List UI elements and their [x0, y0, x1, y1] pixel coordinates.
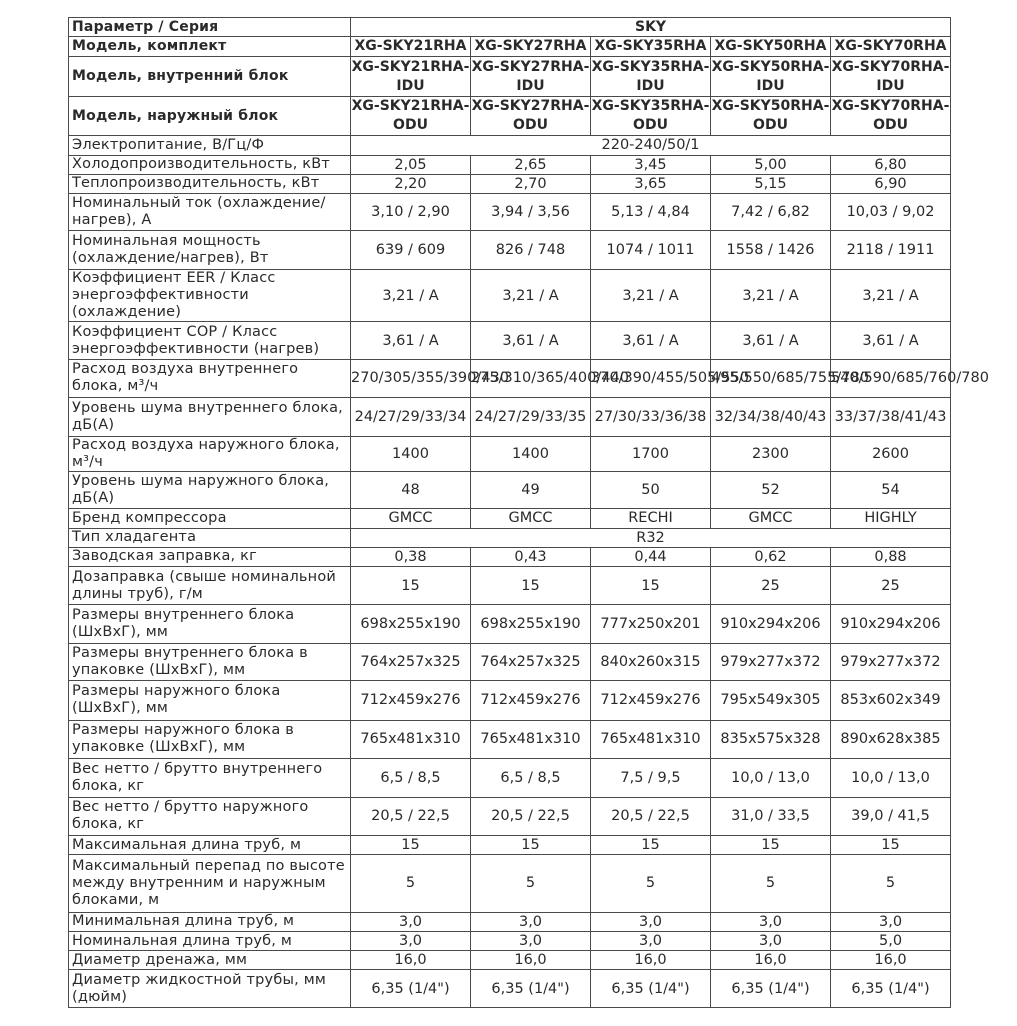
- param-label: Модель, внутренний блок: [69, 57, 351, 96]
- param-label: Заводская заправка, кг: [69, 547, 351, 566]
- param-label: Расход воздуха наружного блока, м³/ч: [69, 436, 351, 471]
- value-cell: 16,0: [831, 951, 951, 970]
- param-label: Номинальная длина труб, м: [69, 931, 351, 950]
- value-cell: 979x277x372: [831, 643, 951, 680]
- value-cell: 6,35 (1/4"): [351, 970, 471, 1008]
- model-cell: XG-SKY70RHA: [831, 37, 951, 57]
- value-cell: 764x257x325: [351, 643, 471, 680]
- value-cell: 2,70: [471, 174, 591, 193]
- value-cell: 3,0: [591, 912, 711, 931]
- param-label: Коэффициент COP / Класс энергоэффективности (нагрев): [69, 322, 351, 359]
- param-label: Расход воздуха внутреннего блока, м³/ч: [69, 359, 351, 397]
- spec-row: [69, 566, 951, 604]
- value-cell: 25: [711, 566, 831, 604]
- value-cell: 712x459x276: [471, 681, 591, 720]
- spec-row: [69, 797, 951, 835]
- param-label: Уровень шума наружного блока, дБ(А): [69, 471, 351, 508]
- value-cell: 3,45: [591, 155, 711, 174]
- spec-table: [68, 17, 989, 1008]
- value-cell: 3,0: [351, 931, 471, 950]
- param-label: Тип хладагента: [69, 528, 351, 547]
- value-cell: 50: [591, 471, 711, 508]
- value-cell: 0,88: [831, 547, 951, 566]
- value-cell: 3,61 / A: [351, 322, 471, 359]
- param-label: Максимальная длина труб, м: [69, 835, 351, 854]
- param-label: Коэффициент EER / Класс энергоэффективности (охлаждение): [69, 269, 351, 322]
- value-cell: 3,94 / 3,56: [471, 193, 591, 230]
- value-cell: 765x481x310: [471, 720, 591, 758]
- param-label: Диаметр дренажа, мм: [69, 951, 351, 970]
- model-cell: XG-SKY21RHA: [351, 37, 471, 57]
- model-cell: XG-SKY70RHA-IDU: [831, 57, 951, 96]
- param-label: Диаметр жидкостной трубы, мм (дюйм): [69, 970, 351, 1008]
- spec-row: [69, 155, 951, 174]
- value-cell: 3,21 / A: [351, 269, 471, 322]
- value-cell: 3,61 / A: [471, 322, 591, 359]
- spec-row: [69, 322, 951, 359]
- model-cell: XG-SKY70RHA-ODU: [831, 96, 951, 135]
- value-cell: 764x257x325: [471, 643, 591, 680]
- value-cell: 0,43: [471, 547, 591, 566]
- value-cell: 1074 / 1011: [591, 231, 711, 269]
- model-cell: XG-SKY50RHA-IDU: [711, 57, 831, 96]
- value-cell: 3,0: [711, 912, 831, 931]
- spec-row: [69, 681, 951, 720]
- value-cell: 3,10 / 2,90: [351, 193, 471, 230]
- value-cell: 15: [471, 566, 591, 604]
- value-cell: 3,0: [471, 931, 591, 950]
- value-cell: GMCC: [471, 509, 591, 528]
- value-cell: 5,00: [711, 155, 831, 174]
- value-cell: 1700: [591, 436, 711, 471]
- spec-row: [69, 931, 951, 950]
- value-cell: 979x277x372: [711, 643, 831, 680]
- param-label: Дозаправка (свыше номинальной длины труб), г/м: [69, 566, 351, 604]
- value-cell: 2,65: [471, 155, 591, 174]
- param-label: Модель, комплект: [69, 37, 351, 57]
- value-cell: 10,0 / 13,0: [831, 759, 951, 797]
- value-cell: 2,05: [351, 155, 471, 174]
- value-cell: 2300: [711, 436, 831, 471]
- model-cell: XG-SKY35RHA: [591, 37, 711, 57]
- param-label: Уровень шума внутреннего блока, дБ(А): [69, 398, 351, 436]
- value-cell: 16,0: [351, 951, 471, 970]
- value-cell: 15: [471, 835, 591, 854]
- value-cell: 6,5 / 8,5: [471, 759, 591, 797]
- value-cell: 39,0 / 41,5: [831, 797, 951, 835]
- value-cell: 3,21 / A: [471, 269, 591, 322]
- value-cell: 275/310/365/400/440: [471, 359, 591, 397]
- spec-row: [69, 231, 951, 269]
- value-cell: 270/305/355/390/430: [351, 359, 471, 397]
- value-cell: 3,61 / A: [711, 322, 831, 359]
- value-cell: 2118 / 1911: [831, 231, 951, 269]
- spec-row: [69, 174, 951, 193]
- spec-row: [69, 970, 951, 1008]
- value-cell: 16,0: [711, 951, 831, 970]
- value-cell: 33/37/38/41/43: [831, 398, 951, 436]
- param-label: Электропитание, В/Гц/Ф: [69, 136, 351, 155]
- value-cell: 3,65: [591, 174, 711, 193]
- value-cell: 890x628x385: [831, 720, 951, 758]
- model-row: [69, 37, 951, 57]
- spanning-value-cell: 220-240/50/1: [351, 136, 951, 155]
- value-cell: 853x602x349: [831, 681, 951, 720]
- spec-row: [69, 359, 951, 397]
- value-cell: 3,21 / A: [591, 269, 711, 322]
- spec-row: [69, 398, 951, 436]
- spec-row: [69, 471, 951, 508]
- param-label: Модель, наружный блок: [69, 96, 351, 135]
- spec-row: [69, 951, 951, 970]
- value-cell: 25: [831, 566, 951, 604]
- value-cell: 712x459x276: [351, 681, 471, 720]
- param-label: Номинальный ток (охлаждение/нагрев), А: [69, 193, 351, 230]
- value-cell: 7,5 / 9,5: [591, 759, 711, 797]
- value-cell: 5,0: [831, 931, 951, 950]
- spec-row: [69, 136, 951, 155]
- value-cell: 3,0: [831, 912, 951, 931]
- value-cell: 15: [591, 835, 711, 854]
- value-cell: 49: [471, 471, 591, 508]
- model-cell: XG-SKY50RHA-ODU: [711, 96, 831, 135]
- spec-row: [69, 547, 951, 566]
- value-cell: 795x549x305: [711, 681, 831, 720]
- spec-row: [69, 759, 951, 797]
- value-cell: GMCC: [711, 509, 831, 528]
- value-cell: 10,0 / 13,0: [711, 759, 831, 797]
- value-cell: 20,5 / 22,5: [471, 797, 591, 835]
- value-cell: 31,0 / 33,5: [711, 797, 831, 835]
- value-cell: 0,38: [351, 547, 471, 566]
- value-cell: RECHI: [591, 509, 711, 528]
- value-cell: 27/30/33/36/38: [591, 398, 711, 436]
- spec-table-body: [69, 18, 989, 1008]
- param-label: Теплопроизводительность, кВт: [69, 174, 351, 193]
- value-cell: 639 / 609: [351, 231, 471, 269]
- value-cell: 52: [711, 471, 831, 508]
- param-label: Холодопроизводительность, кВт: [69, 155, 351, 174]
- value-cell: 15: [351, 835, 471, 854]
- value-cell: 3,21 / A: [711, 269, 831, 322]
- value-cell: 16,0: [591, 951, 711, 970]
- value-cell: 0,62: [711, 547, 831, 566]
- value-cell: 10,03 / 9,02: [831, 193, 951, 230]
- model-cell: XG-SKY27RHA: [471, 37, 591, 57]
- value-cell: 910x294x206: [831, 605, 951, 643]
- value-cell: 765x481x310: [591, 720, 711, 758]
- value-cell: 24/27/29/33/34: [351, 398, 471, 436]
- param-label: Бренд компрессора: [69, 509, 351, 528]
- value-cell: HIGHLY: [831, 509, 951, 528]
- value-cell: 495/550/685/755/780: [711, 359, 831, 397]
- value-cell: 2600: [831, 436, 951, 471]
- value-cell: 840x260x315: [591, 643, 711, 680]
- value-cell: 698x255x190: [471, 605, 591, 643]
- model-cell: XG-SKY35RHA-ODU: [591, 96, 711, 135]
- spec-row: [69, 509, 951, 528]
- value-cell: 6,35 (1/4"): [711, 970, 831, 1008]
- model-cell: XG-SKY27RHA-IDU: [471, 57, 591, 96]
- param-label: Номинальная мощность (охлаждение/нагрев), Вт: [69, 231, 351, 269]
- value-cell: 1400: [471, 436, 591, 471]
- value-cell: 3,61 / A: [831, 322, 951, 359]
- spec-row: [69, 855, 951, 913]
- value-cell: 15: [711, 835, 831, 854]
- value-cell: 3,0: [711, 931, 831, 950]
- value-cell: 15: [591, 566, 711, 604]
- value-cell: 15: [831, 835, 951, 854]
- value-cell: 910x294x206: [711, 605, 831, 643]
- spec-row: [69, 835, 951, 854]
- model-cell: XG-SKY21RHA-IDU: [351, 57, 471, 96]
- spec-row: [69, 436, 951, 471]
- param-label: Размеры наружного блока (ШхВхГ), мм: [69, 681, 351, 720]
- param-label: Размеры внутреннего блока в упаковке (ШхВхГ), мм: [69, 643, 351, 680]
- value-cell: 5: [471, 855, 591, 913]
- value-cell: 3,0: [471, 912, 591, 931]
- value-cell: 5: [831, 855, 951, 913]
- value-cell: 20,5 / 22,5: [591, 797, 711, 835]
- param-label: Размеры наружного блока в упаковке (ШхВхГ), мм: [69, 720, 351, 758]
- model-cell: XG-SKY35RHA-IDU: [591, 57, 711, 96]
- value-cell: 24/27/29/33/35: [471, 398, 591, 436]
- spec-row: [69, 912, 951, 931]
- value-cell: 3,61 / A: [591, 322, 711, 359]
- value-cell: 6,35 (1/4"): [471, 970, 591, 1008]
- value-cell: 835x575x328: [711, 720, 831, 758]
- spanning-value-cell: R32: [351, 528, 951, 547]
- spec-row: [69, 528, 951, 547]
- model-row: [69, 57, 951, 96]
- value-cell: 3,21 / A: [831, 269, 951, 322]
- value-cell: 540/590/685/760/780: [831, 359, 951, 397]
- value-cell: 54: [831, 471, 951, 508]
- value-cell: 765x481x310: [351, 720, 471, 758]
- spec-row: [69, 269, 951, 322]
- header-param-label: Параметр / Серия: [69, 18, 351, 37]
- value-cell: 20,5 / 22,5: [351, 797, 471, 835]
- model-cell: XG-SKY27RHA-ODU: [471, 96, 591, 135]
- value-cell: 6,80: [831, 155, 951, 174]
- value-cell: 6,90: [831, 174, 951, 193]
- value-cell: 1558 / 1426: [711, 231, 831, 269]
- param-label: Вес нетто / брутто внутреннего блока, кг: [69, 759, 351, 797]
- value-cell: 48: [351, 471, 471, 508]
- value-cell: 5,13 / 4,84: [591, 193, 711, 230]
- value-cell: 826 / 748: [471, 231, 591, 269]
- model-row: [69, 96, 951, 135]
- value-cell: 370/390/455/505/550: [591, 359, 711, 397]
- value-cell: 32/34/38/40/43: [711, 398, 831, 436]
- value-cell: 6,35 (1/4"): [591, 970, 711, 1008]
- value-cell: 0,44: [591, 547, 711, 566]
- value-cell: 6,5 / 8,5: [351, 759, 471, 797]
- value-cell: 777x250x201: [591, 605, 711, 643]
- value-cell: 1400: [351, 436, 471, 471]
- value-cell: 3,0: [591, 931, 711, 950]
- value-cell: 6,35 (1/4"): [831, 970, 951, 1008]
- value-cell: 5: [711, 855, 831, 913]
- header-row: [69, 18, 951, 37]
- value-cell: 3,0: [351, 912, 471, 931]
- series-name: SKY: [351, 18, 951, 37]
- value-cell: GMCC: [351, 509, 471, 528]
- spec-row: [69, 643, 951, 680]
- value-cell: 16,0: [471, 951, 591, 970]
- param-label: Размеры внутреннего блока (ШхВхГ), мм: [69, 605, 351, 643]
- value-cell: 5,15: [711, 174, 831, 193]
- value-cell: 5: [591, 855, 711, 913]
- value-cell: 15: [351, 566, 471, 604]
- value-cell: 5: [351, 855, 471, 913]
- spec-row: [69, 605, 951, 643]
- value-cell: 712x459x276: [591, 681, 711, 720]
- param-label: Минимальная длина труб, м: [69, 912, 351, 931]
- value-cell: 7,42 / 6,82: [711, 193, 831, 230]
- value-cell: 698x255x190: [351, 605, 471, 643]
- model-cell: XG-SKY50RHA: [711, 37, 831, 57]
- spec-row: [69, 720, 951, 758]
- spec-row: [69, 193, 951, 230]
- model-cell: XG-SKY21RHA-ODU: [351, 96, 471, 135]
- value-cell: 2,20: [351, 174, 471, 193]
- param-label: Вес нетто / брутто наружного блока, кг: [69, 797, 351, 835]
- param-label: Максимальный перепад по высоте между внутренним и наружным блоками, м: [69, 855, 351, 913]
